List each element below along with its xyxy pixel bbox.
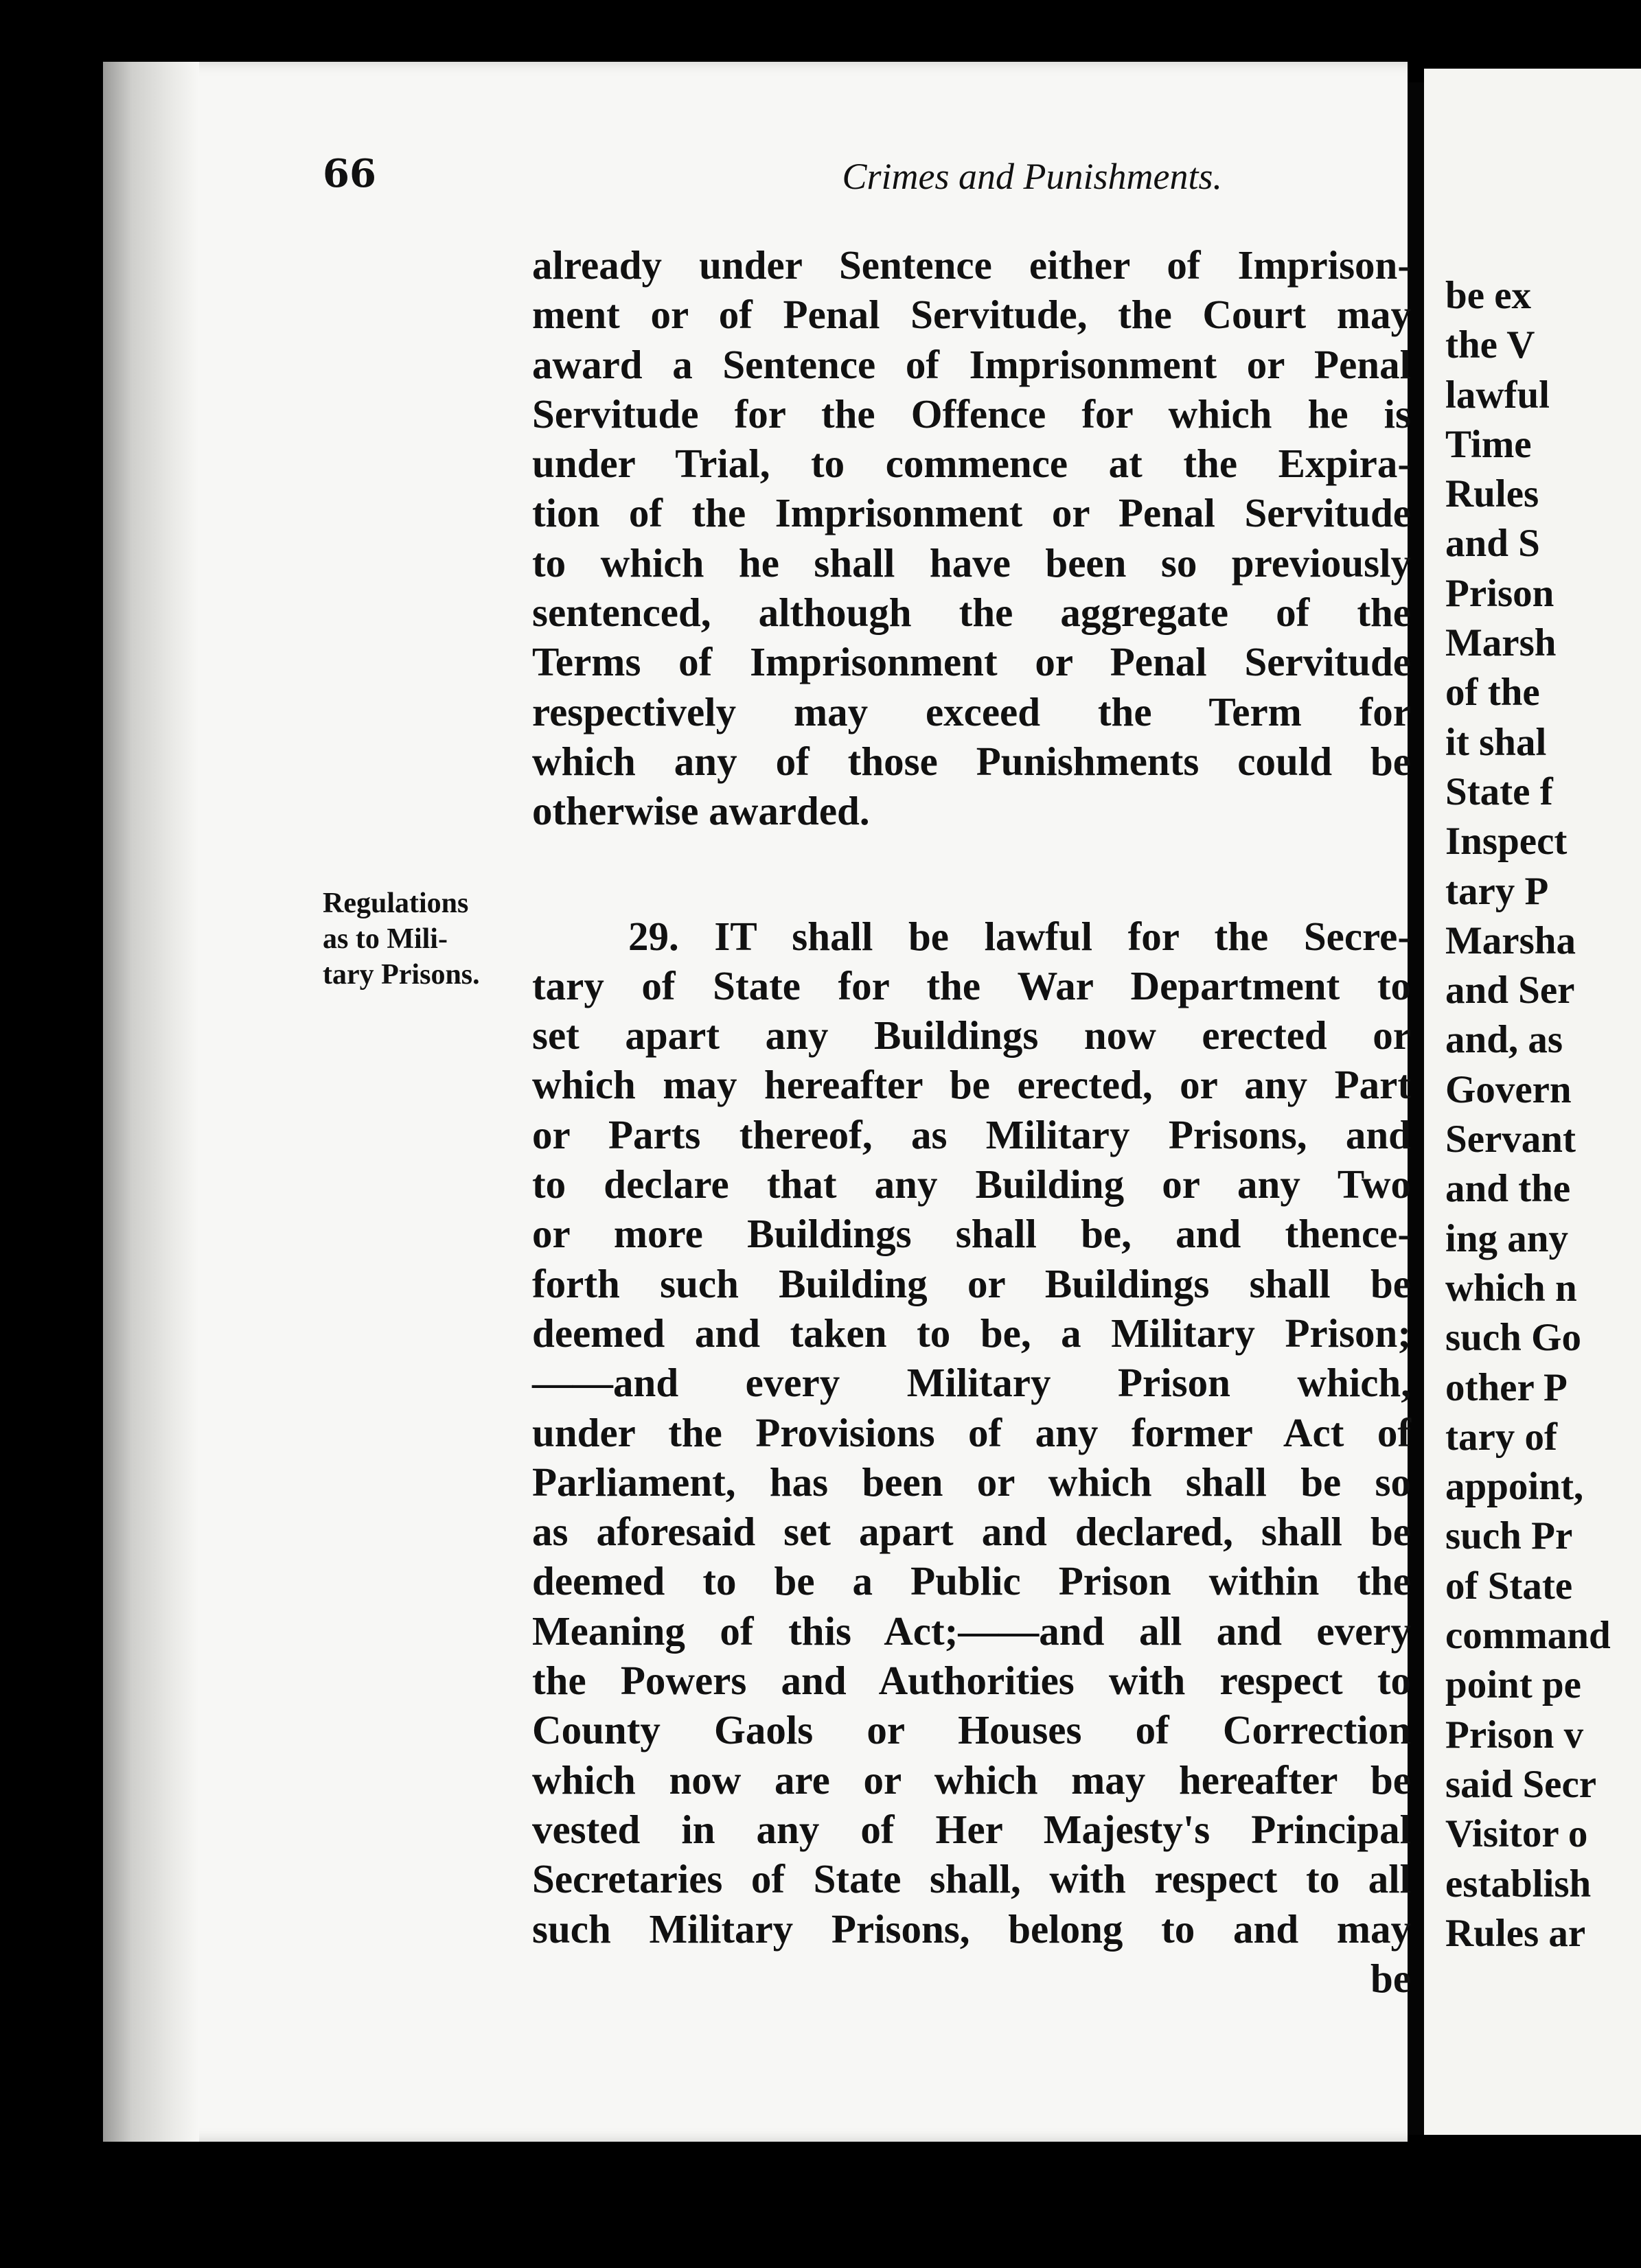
facing-line: and S: [1445, 522, 1540, 566]
text-line: Parliament, has been or which shall be so: [532, 1459, 1411, 1505]
text-line: County Gaols or Houses of Correction: [532, 1707, 1411, 1753]
facing-line: Marsha: [1445, 918, 1576, 962]
text-line: to declare that any Building or any Two: [532, 1161, 1411, 1207]
text-line: deemed to be a Public Prison within the: [532, 1558, 1411, 1604]
facing-line: be ex: [1445, 274, 1532, 317]
text-line: which may hereafter be erected, or any Part: [532, 1062, 1411, 1108]
text-line: forth such Building or Buildings shall be: [532, 1260, 1411, 1306]
facing-line: State f: [1445, 769, 1553, 813]
paragraph-2: [532, 912, 1411, 2004]
text-line: under the Provisions of any former Act of: [532, 1409, 1411, 1455]
text-line: or more Buildings shall be, and thence-: [532, 1211, 1411, 1257]
margin-note-line: Regulations: [323, 888, 469, 919]
facing-line: other P: [1445, 1365, 1568, 1409]
facing-line: lawful: [1445, 373, 1550, 417]
page-header: [323, 151, 1222, 206]
facing-line: the V: [1445, 323, 1535, 367]
text-line: as aforesaid set apart and declared, shall be: [532, 1509, 1411, 1555]
text-line: Secretaries of State shall, with respect to all: [532, 1856, 1411, 1902]
margin-note-line: as to Mili-: [323, 923, 448, 955]
facing-line: Visitor o: [1445, 1812, 1588, 1856]
facing-line: point pe: [1445, 1663, 1581, 1707]
facing-line: it shal: [1445, 720, 1547, 764]
text-line: tary of State for the War Department to: [532, 962, 1411, 1008]
text-line: sentenced, although the aggregate of the: [532, 590, 1411, 636]
facing-line: such Pr: [1445, 1514, 1573, 1558]
text-line: to which he shall have been so previously: [532, 540, 1411, 586]
facing-line: and, as: [1445, 1018, 1563, 1062]
facing-line: Time: [1445, 422, 1532, 466]
facing-line: Govern: [1445, 1067, 1572, 1111]
facing-page-text: [1445, 271, 1641, 1958]
text-line: vested in any of Her Majesty's Principal: [532, 1806, 1411, 1852]
facing-line: and the: [1445, 1167, 1571, 1211]
facing-line: which n: [1445, 1266, 1577, 1310]
facing-line: Servant: [1445, 1118, 1576, 1161]
facing-line: and Ser: [1445, 969, 1575, 1012]
text-line: Meaning of this Act;——and all and every: [532, 1608, 1411, 1654]
text-line: tion of the Imprisonment or Penal Servitude: [532, 490, 1411, 536]
facing-line: Rules ar: [1445, 1911, 1586, 1955]
text-line: which now are or which may hereafter be: [532, 1757, 1411, 1803]
facing-line: such Go: [1445, 1316, 1581, 1360]
text-line: under Trial, to commence at the Expira-: [532, 441, 1411, 487]
facing-line: establish: [1445, 1862, 1592, 1906]
text-line: deemed and taken to be, a Military Prison;: [532, 1310, 1411, 1356]
paragraph-gap: [532, 836, 1411, 912]
facing-line: Prison v: [1445, 1713, 1584, 1757]
facing-line: appoint,: [1445, 1465, 1584, 1509]
text-line: the Powers and Authorities with respect to: [532, 1658, 1411, 1704]
text-line: such Military Prisons, belong to and may: [532, 1906, 1411, 1952]
text-line: ——and every Military Prison which,: [532, 1360, 1411, 1406]
text-line: otherwise awarded.: [532, 788, 870, 834]
text-line: which any of those Punishments could be: [532, 738, 1411, 784]
page-number: 66: [323, 151, 376, 196]
body-text: [532, 240, 1411, 2003]
facing-line: tary P: [1445, 869, 1549, 913]
facing-line: Rules: [1445, 472, 1539, 516]
text-line: award a Sentence of Imprisonment or Penal: [532, 341, 1411, 387]
text-line: Terms of Imprisonment or Penal Servitude: [532, 639, 1411, 685]
facing-line: Marsh: [1445, 621, 1557, 665]
facing-line: command: [1445, 1614, 1611, 1658]
margin-note-line: tary Prisons.: [323, 959, 480, 991]
catchword: be: [1370, 1955, 1411, 2001]
text-line: already under Sentence either of Imprison-: [532, 242, 1411, 288]
text-line: respectively may exceed the Term for: [532, 688, 1411, 734]
paragraph-1: [532, 240, 1411, 836]
text-line: ment or of Penal Servitude, the Court may: [532, 292, 1411, 338]
facing-line: tary of: [1445, 1415, 1558, 1459]
facing-line: Prison: [1445, 571, 1554, 615]
text-line: Servitude for the Offence for which he is: [532, 391, 1411, 437]
text-line: 29. IT shall be lawful for the Secre-: [628, 913, 1411, 959]
text-line: or Parts thereof, as Military Prisons, and: [532, 1111, 1411, 1157]
margin-note: [323, 886, 529, 993]
facing-line: said Secr: [1445, 1762, 1597, 1806]
facing-line: Inspect: [1445, 820, 1568, 864]
facing-line: of the: [1445, 671, 1540, 715]
text-line: set apart any Buildings now erected or: [532, 1012, 1411, 1058]
page-gutter-shadow: [103, 62, 199, 2142]
facing-line: of State: [1445, 1564, 1573, 1608]
running-title: Crimes and Punishments.: [842, 156, 1222, 197]
facing-line: ing any: [1445, 1216, 1568, 1260]
